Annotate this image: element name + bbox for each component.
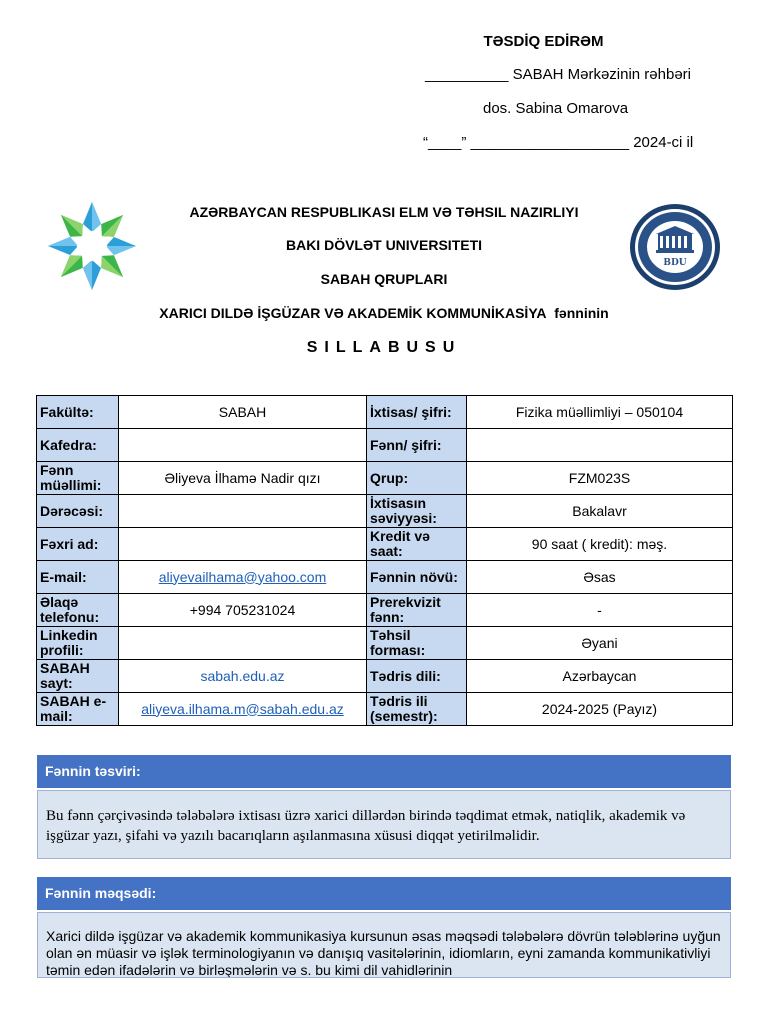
language-value: Azərbaycan (467, 660, 733, 693)
prerequisite-label: Prerekvizit fənn: (367, 594, 467, 627)
table-row (37, 660, 733, 693)
sabah-email-link[interactable]: aliyeva.ilhama.m@sabah.edu.az (141, 700, 344, 717)
description-box (37, 790, 731, 859)
table-row (37, 594, 733, 627)
goal-box (37, 912, 731, 978)
academic-year-value: 2024-2025 (Payız) (467, 693, 733, 726)
sabah-email-cell (119, 693, 367, 726)
ministry-heading: AZƏRBAYCAN RESPUBLIKASI ELM VƏ TƏHSIL NAZIRLIYI (189, 204, 579, 220)
phone-value: +994 705231024 (119, 594, 367, 627)
email-label: E-mail: (37, 561, 119, 594)
approval-line-date: “____” ___________________ 2024-ci il (423, 134, 694, 151)
academic-year-label: Tədris ili (semestr): (367, 693, 467, 726)
website-label: SABAH sayt: (37, 660, 119, 693)
table-row (37, 429, 733, 462)
table-row (37, 462, 733, 495)
website-link[interactable]: sabah.edu.az (200, 667, 285, 684)
specialty-value: Fizika müəllimliyi – 050104 (467, 396, 733, 429)
goal-text: Xarici dildə işgüzar və akademik kommunikasiya kursunun əsas məqsədi tələbələrə dövrün tələblərinə uyğun olan ən müasir və işlək terminologiyanın və danışıq vasitələrinin, idiomların, eyni zamanda kommunikativliyi təmin edən ifadələrin və birləşmələrin və s. bu kimi dil vahidlərinin (46, 928, 721, 978)
study-form-label: Təhsil forması: (367, 627, 467, 660)
approval-title: TƏSDİQ EDİRƏM (483, 33, 604, 50)
description-text: Bu fənn çərçivəsində tələbələrə ixtisası üzrə xarici dillərdən birində təqdimat etmək, natiqlik, akademik və işgüzar yazı, şifahi və yazılı bacarıqların aşılanmasına xüsusi diqqət yetirilməlidir. (46, 808, 686, 844)
groups-heading: SABAH QRUPLARI (320, 271, 448, 287)
teacher-label: Fənn müəllimi: (37, 462, 119, 495)
table-row (37, 495, 733, 528)
subject-code-value (467, 429, 733, 462)
degree-label: Dərəcəsi: (37, 495, 119, 528)
website-cell (119, 660, 367, 693)
goal-heading: Fənnin məqsədi: (37, 877, 731, 910)
honorary-title-label: Fəxri ad: (37, 528, 119, 561)
group-label: Qrup: (367, 462, 467, 495)
prerequisite-value: - (467, 594, 733, 627)
description-heading: Fənnin təsviri: (37, 755, 731, 788)
course-title: XARICI DILDƏ İŞGÜZAR VƏ AKADEMİK KOMMUNİKASİYA (159, 305, 547, 321)
approval-line-center-head: __________ SABAH Mərkəzinin rəhbəri (425, 66, 691, 83)
linkedin-label: Linkedin profili: (37, 627, 119, 660)
syllabus-title: SILLABUSU (306, 339, 462, 356)
level-value: Bakalavr (467, 495, 733, 528)
course-info-table (36, 395, 733, 726)
table-row (37, 396, 733, 429)
linkedin-value (119, 627, 367, 660)
department-label: Kafedra: (37, 429, 119, 462)
faculty-label: Fakültə: (37, 396, 119, 429)
credit-value: 90 saat ( kredit): məş. (467, 528, 733, 561)
university-heading: BAKI DÖVLƏT UNIVERSITETI (285, 237, 483, 253)
table-row (37, 561, 733, 594)
course-heading (0, 305, 768, 321)
credit-label: Kredit və saat: (367, 528, 467, 561)
seal-center-text: BDU (663, 258, 687, 268)
subject-type-label: Fənnin növü: (367, 561, 467, 594)
table-row (37, 528, 733, 561)
faculty-value: SABAH (119, 396, 367, 429)
email-link[interactable]: aliyevailhama@yahoo.com (158, 568, 327, 585)
sabah-email-label: SABAH e-mail: (37, 693, 119, 726)
language-label: Tədris dili: (367, 660, 467, 693)
subject-code-label: Fənn/ şifri: (367, 429, 467, 462)
teacher-value: Əliyeva İlhamə Nadir qızı (119, 462, 367, 495)
group-value: FZM023S (467, 462, 733, 495)
level-label: İxtisasın səviyyəsi: (367, 495, 467, 528)
study-form-value: Əyani (467, 627, 733, 660)
honorary-title-value (119, 528, 367, 561)
specialty-label: İxtisas/ şifri: (367, 396, 467, 429)
course-suffix: fənninin (554, 305, 609, 321)
phone-label: Əlaqə telefonu: (37, 594, 119, 627)
approval-line-director: dos. Sabina Omarova (483, 100, 629, 117)
subject-type-value: Əsas (467, 561, 733, 594)
department-value (119, 429, 367, 462)
degree-value (119, 495, 367, 528)
email-cell (119, 561, 367, 594)
table-row (37, 693, 733, 726)
table-row (37, 627, 733, 660)
